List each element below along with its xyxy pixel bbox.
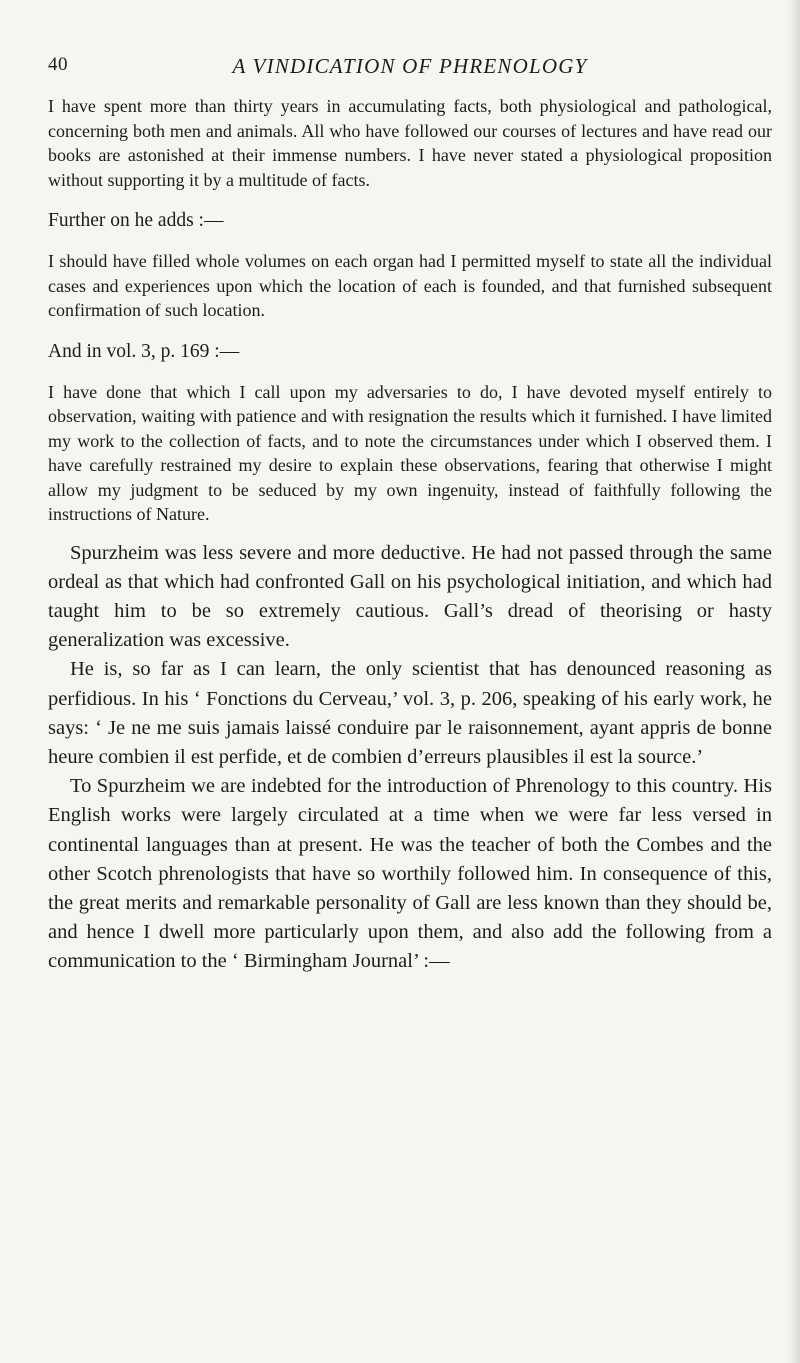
quote-paragraph-3: I have done that which I call upon my adversaries to do, I have devoted myself entirely to observation, waiting with patience and with resignation the results which it furnished. I have limited my work to the collection of facts, and to note the circumstances under which I observed them. I have carefully restrained my desire to explain these observations, fearing that otherwise I might allow my judgment to be seduced by my own ingenuity, instead of faithfully following the instructions of Nature. — [48, 381, 772, 524]
page-edge-shadow — [786, 0, 800, 1363]
quote-paragraph-1: I have spent more than thirty years in accumulating facts, both physiological and pathological, concerning both men and animals. All who have followed our courses of lectures and have read our books are astonished at their immense numbers. I have never stated a physiological proposition without supporting it by a multitude of facts. — [48, 96, 772, 190]
intro-line-further-on: Further on he adds :— — [48, 210, 224, 231]
body-paragraph-spurzheim: Spurzheim was less severe and more deductive. He had not passed through the same ordeal as that which had confronted Gall on his psychological initiation, and which had taught him to be so extremely cautious. Gall’s dread of theorising or hasty generalization was excessive. — [48, 541, 772, 652]
body-paragraph-introduction: To Spurzheim we are indebted for the introduction of Phrenology to this country. His English works were largely circulated at a time when we were far less versed in continental languages than at present. He was the teacher of both the Combes and the other Scotch phrenologists that have so worthily followed him. In consequence of this, the great merits and remarkable personality of Gall are less known than they should be, and hence I dwell more particularly upon them, and also add the following from a communication to the ‘ Birmingham Journal’ :— — [48, 775, 772, 973]
page-header — [48, 54, 772, 84]
page-number: 40 — [48, 54, 68, 75]
intro-line-vol-3: And in vol. 3, p. 169 :— — [48, 340, 240, 362]
quote-paragraph-2: I should have filled whole volumes on each organ had I permitted myself to state all the individual cases and experiences upon which the location of each is founded, and that furnished subsequent confirmation of such location. — [48, 251, 772, 320]
body-paragraph-reasoning: He is, so far as I can learn, the only scientist that has denounced reasoning as perfidious. In his ‘ Fonctions du Cerveau,’ vol. 3, p. 206, speaking of his early work, he says: ‘ Je ne me suis jamais laissé conduire par le raisonnement, ayant appris de bonne heure combien il est perfide, et de combien d’erreurs plausibles il est la source.’ — [48, 658, 772, 768]
running-title: A VINDICATION OF PHRENOLOGY — [232, 54, 588, 78]
book-page — [48, 54, 772, 977]
